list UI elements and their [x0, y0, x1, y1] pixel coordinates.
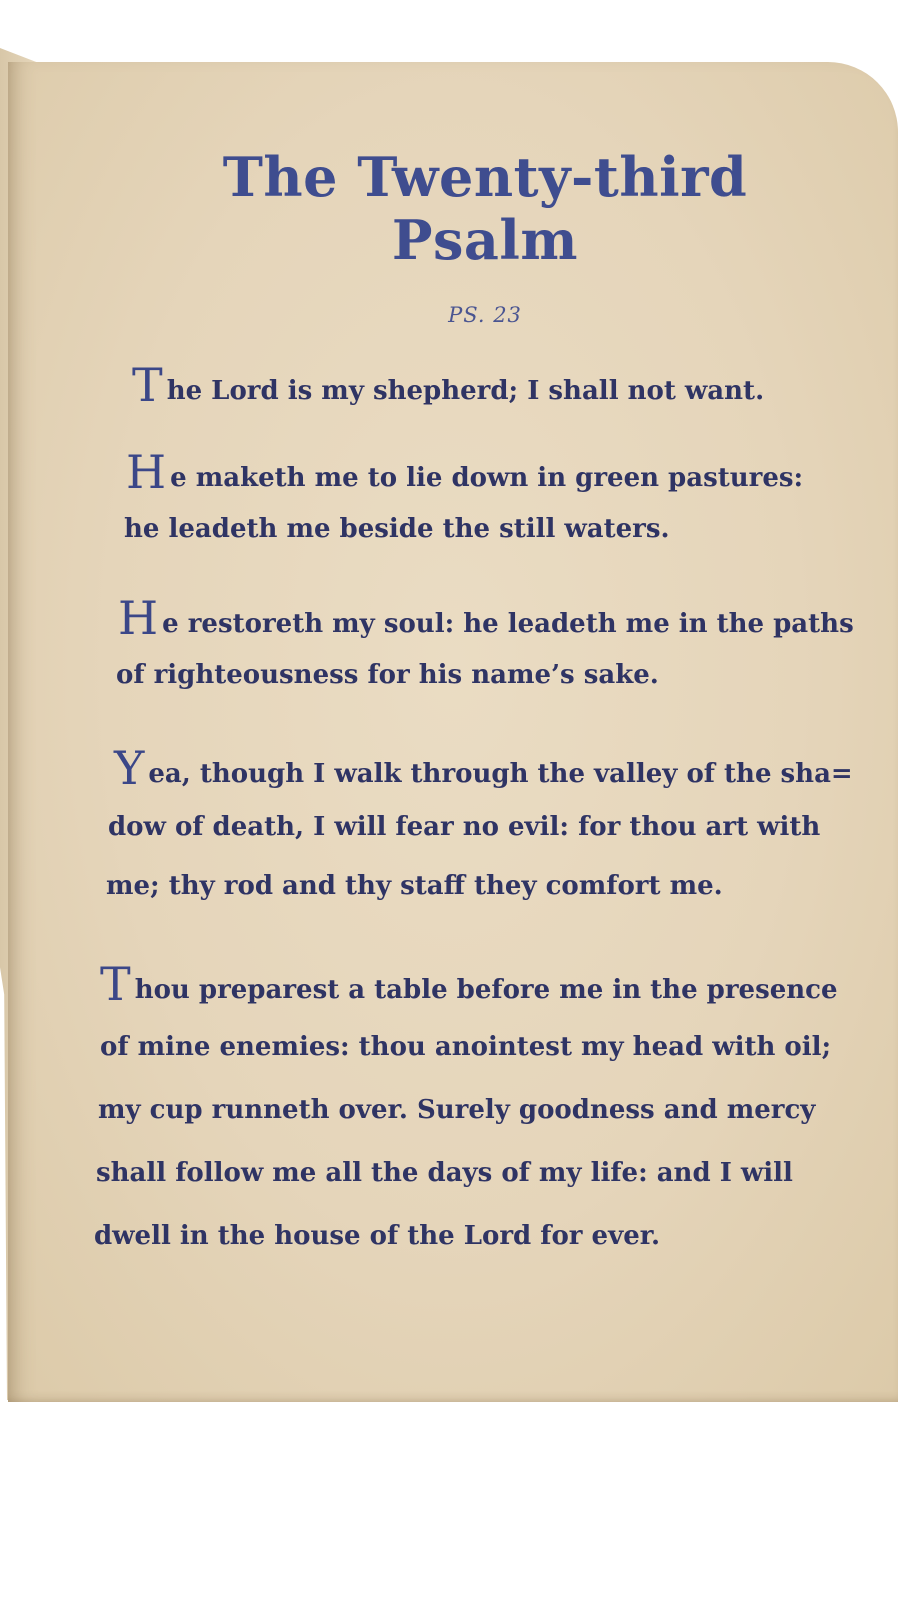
verse-5-line-2: of mine enemies: thou anointest my head with oil; — [100, 1032, 832, 1062]
verse-5-line-1 — [100, 957, 838, 1011]
title-line-2: Psalm — [391, 208, 579, 272]
verse-5-line-5: dwell in the house of the Lord for ever. — [94, 1221, 661, 1251]
verse-text: he Lord is my shepherd; I shall not want. — [166, 376, 765, 406]
verse-text: e maketh me to lie down in green pastures: — [170, 463, 804, 493]
scripture-reference: PS. 23 — [448, 303, 522, 327]
drop-cap: Y — [114, 741, 145, 795]
verse-text: hou preparest a table before me in the presence — [134, 975, 838, 1005]
verse-text: e restoreth my soul: he leadeth me in the paths — [162, 609, 854, 639]
title-line-1: The Twenty-third — [222, 145, 748, 209]
verse-1-line-1 — [132, 358, 765, 412]
verse-5-line-4: shall follow me all the days of my life: and I will — [96, 1158, 793, 1188]
drop-cap: T — [132, 358, 163, 412]
drop-cap: H — [118, 591, 159, 645]
verse-2-line-2: he leadeth me beside the still waters. — [124, 514, 670, 544]
drop-cap: T — [100, 957, 131, 1011]
verse-5-line-3: my cup runneth over. Surely goodness and mercy — [98, 1095, 816, 1125]
verse-3-line-2: of righteousness for his name’s sake. — [116, 660, 659, 690]
verse-3-line-1 — [118, 591, 854, 645]
verse-4-line-3: me; thy rod and thy staff they comfort me. — [106, 871, 723, 901]
verse-text: ea, though I walk through the valley of the sha= — [148, 759, 853, 789]
drop-cap: H — [126, 445, 167, 499]
verse-4-line-2: dow of death, I will fear no evil: for thou art with — [108, 812, 821, 842]
verse-2-line-1 — [126, 445, 804, 499]
verse-4-line-1 — [114, 741, 853, 795]
